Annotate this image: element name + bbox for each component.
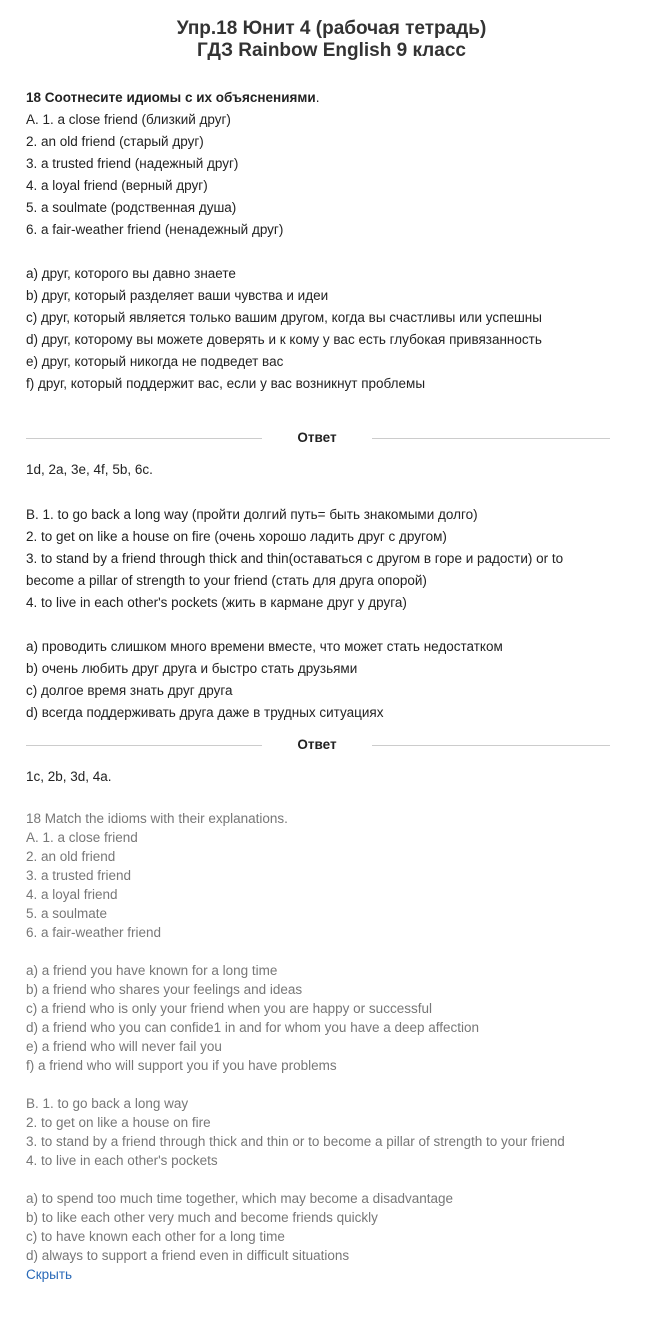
list-item: d) друг, которому вы можете доверять и к кому у вас есть глубокая привязанность — [26, 332, 542, 347]
list-item: c) a friend who is only your friend when you are happy or successful — [26, 1001, 432, 1016]
page-subtitle: ГДЗ Rainbow English 9 класс — [197, 40, 466, 61]
divider-rule — [372, 438, 610, 439]
list-item: c) друг, который является только вашим другом, когда вы счастливы или успешны — [26, 310, 542, 325]
list-item: f) a friend who will support you if you have problems — [26, 1058, 337, 1073]
list-item: 5. a soulmate — [26, 906, 108, 921]
list-item: become a pillar of strength to your friend (стать для друга опорой) — [26, 573, 427, 588]
list-item: 4. a loyal friend — [26, 887, 118, 902]
task-heading-suffix: . — [315, 90, 320, 105]
list-item: B. 1. to go back a long way — [26, 1096, 189, 1111]
list-item: a) проводить слишком много времени вместе, что может стать недостатком — [26, 639, 503, 654]
answer-text: 1c, 2b, 3d, 4a. — [26, 769, 112, 784]
translation-heading: 18 Match the idioms with their explanations. — [26, 811, 288, 826]
part-b-block — [26, 504, 611, 724]
list-item: b) очень любить друг друга и быстро стать друзьями — [26, 661, 358, 676]
list-item: A. 1. a close friend (близкий друг) — [26, 112, 231, 127]
list-item: d) a friend who you can confide1 in and for whom you have a deep affection — [26, 1020, 480, 1035]
list-item: A. 1. a close friend — [26, 830, 138, 845]
list-item: 2. to get on like a house on fire — [26, 1115, 211, 1130]
task-heading-text: 18 Соотнесите идиомы с их объяснениями — [26, 90, 316, 105]
list-item: c) долгое время знать друг друга — [26, 683, 233, 698]
task-heading — [26, 87, 611, 109]
list-item: 4. to live in each other's pockets (жить в кармане друг у друга) — [26, 595, 407, 610]
part-a-block — [26, 87, 611, 395]
list-item: b) a friend who shares your feelings and ideas — [26, 982, 303, 997]
list-item: 3. to stand by a friend through thick and thin or to become a pillar of strength to your friend — [26, 1134, 565, 1149]
hide-translation-link[interactable]: Скрыть — [26, 1267, 73, 1282]
list-item: B. 1. to go back a long way (пройти долгий путь= быть знакомыми долго) — [26, 507, 478, 522]
list-item: d) всегда поддерживать друга даже в трудных ситуациях — [26, 705, 384, 720]
answer-divider-a — [26, 428, 610, 448]
list-item: 6. a fair-weather friend (ненадежный друг) — [26, 222, 284, 237]
list-item: e) a friend who will never fail you — [26, 1039, 222, 1054]
list-item: 5. a soulmate (родственная душа) — [26, 200, 237, 215]
list-item: e) друг, который никогда не подведет вас — [26, 354, 284, 369]
list-item: 3. a trusted friend — [26, 868, 132, 883]
list-item: 3. a trusted friend (надежный друг) — [26, 156, 239, 171]
translation-block — [26, 809, 611, 1284]
list-item: b) друг, который разделяет ваши чувства и идеи — [26, 288, 329, 303]
answer-divider-b — [26, 735, 610, 755]
divider-rule — [26, 745, 262, 746]
divider-rule — [26, 438, 262, 439]
list-item: 6. a fair-weather friend — [26, 925, 162, 940]
page-title: Упр.18 Юнит 4 (рабочая тетрадь) — [176, 18, 487, 39]
answer-text: 1d, 2a, 3e, 4f, 5b, 6c. — [26, 462, 153, 477]
answer-a — [26, 459, 611, 481]
answer-b — [26, 766, 611, 788]
list-item: 2. an old friend (старый друг) — [26, 134, 204, 149]
list-item: a) a friend you have known for a long time — [26, 963, 278, 978]
list-item: c) to have known each other for a long time — [26, 1229, 285, 1244]
list-item: a) друг, которого вы давно знаете — [26, 266, 236, 281]
answer-label: Ответ — [297, 430, 337, 445]
list-item: 3. to stand by a friend through thick and thin(оставаться с другом в горе и радости) or to — [26, 551, 564, 566]
divider-rule — [372, 745, 610, 746]
list-item: 2. to get on like a house on fire (очень хорошо ладить друг с другом) — [26, 529, 447, 544]
list-item: d) always to support a friend even in difficult situations — [26, 1248, 350, 1263]
list-item: 4. to live in each other's pockets — [26, 1153, 218, 1168]
list-item: f) друг, который поддержит вас, если у вас возникнут проблемы — [26, 376, 426, 391]
list-item: a) to spend too much time together, which may become a disadvantage — [26, 1191, 453, 1206]
answer-label: Ответ — [297, 737, 337, 752]
list-item: 4. a loyal friend (верный друг) — [26, 178, 208, 193]
list-item: b) to like each other very much and become friends quickly — [26, 1210, 378, 1225]
list-item: 2. an old friend — [26, 849, 116, 864]
